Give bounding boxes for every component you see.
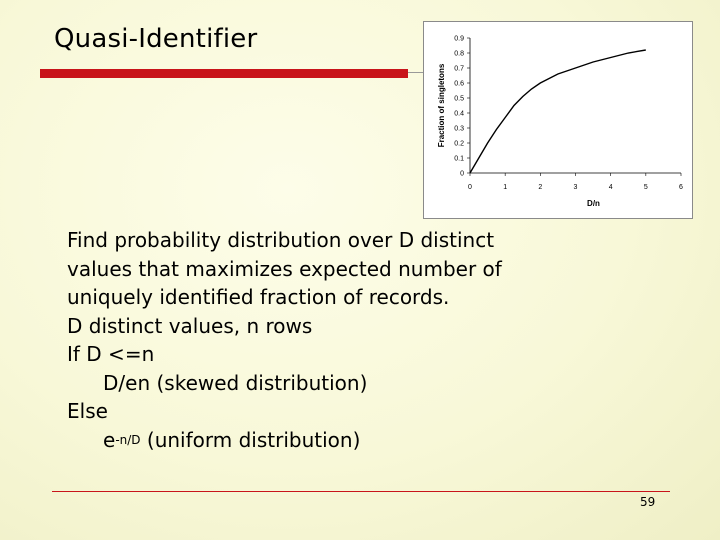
y-tick-labels <box>454 36 464 178</box>
body-line-6: D/en (skewed distribution) <box>103 370 368 395</box>
formula-base: e <box>103 427 116 452</box>
y-tick-label: 0.5 <box>454 95 464 103</box>
y-tick-label: 0.2 <box>454 140 464 148</box>
y-tick-label: 0 <box>460 170 464 178</box>
body-line-7: Else <box>67 399 108 423</box>
x-axis-label: D/n <box>587 199 600 208</box>
x-tick-labels <box>468 184 683 191</box>
body-line-5: If D <=n <box>67 342 155 366</box>
singleton-fraction-chart <box>423 21 693 219</box>
formula-description: (uniform distribution) <box>140 427 361 452</box>
body-line-2: values that maximizes expected number of <box>67 256 502 281</box>
x-tick-label: 5 <box>643 184 648 191</box>
page-number: 59 <box>640 495 656 509</box>
y-tick-label: 0.3 <box>454 125 464 133</box>
y-axis-label: Fraction of singletons <box>437 63 446 148</box>
x-tick-label: 6 <box>679 184 683 191</box>
slide-title: Quasi-Identifier <box>54 24 258 54</box>
body-line-4: D distinct values, n rows <box>67 313 313 338</box>
footer-rule <box>52 491 670 492</box>
series-line <box>470 50 646 173</box>
chart-axes <box>467 38 681 176</box>
y-tick-label: 0.7 <box>454 65 464 73</box>
body-line-1: Find probability distribution over D distinct <box>67 228 495 252</box>
chart-canvas <box>424 22 692 218</box>
title-underline-bar <box>40 69 408 78</box>
y-tick-label: 0.4 <box>454 110 464 118</box>
y-tick-label: 0.9 <box>454 35 464 43</box>
y-tick-label: 0.1 <box>454 155 464 163</box>
formula-exponent: -n/D <box>115 432 141 447</box>
x-tick-label: 0 <box>468 184 472 191</box>
x-tick-label: 4 <box>608 184 613 191</box>
x-tick-label: 3 <box>573 184 578 191</box>
body-line-3: uniquely identified fraction of records. <box>67 285 450 309</box>
y-tick-label: 0.8 <box>454 50 464 58</box>
y-tick-label: 0.6 <box>454 80 464 88</box>
body-text <box>67 226 627 457</box>
x-tick-label: 1 <box>503 184 508 191</box>
x-tick-label: 2 <box>538 184 543 191</box>
body-line-8 <box>67 426 627 458</box>
